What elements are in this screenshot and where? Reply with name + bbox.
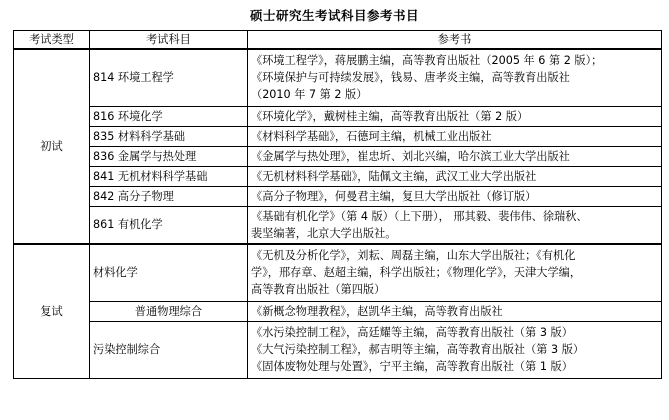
subject-cell: 835 材料科学基础 xyxy=(90,126,248,146)
subject-cell: 861 有机化学 xyxy=(90,206,248,244)
table-row xyxy=(14,166,662,186)
stage-initial: 初试 xyxy=(14,49,90,244)
book-line: 《大气污染控制工程》，郝吉明等主编，高等教育出版社（第 3 版） xyxy=(251,343,585,356)
books-cell xyxy=(248,244,662,301)
subject-cell: 普通物理综合 xyxy=(90,301,248,321)
books-cell xyxy=(248,301,662,321)
book-line: 《水污染控制工程》，高廷耀等主编，高等教育出版社（第 3 版） xyxy=(251,326,573,339)
book-line: 《基础有机化学》（第 4 版）（上下册）， 邢其毅、裴伟伟、徐瑞秋、 xyxy=(251,209,588,223)
book-line: 《固体废物处理与处置》，宁平主编，高等教育出版社（第 1 版） xyxy=(251,360,573,373)
book-line: 裴坚编著，北京大学出版社。 xyxy=(251,226,397,240)
table-row xyxy=(14,106,662,126)
book-line: 《材料科学基础》，石德珂主编，机械工业出版社 xyxy=(251,129,492,143)
table-row xyxy=(14,301,662,321)
table-row xyxy=(14,146,662,166)
table-row xyxy=(14,186,662,206)
book-line: 《金属学与热处理》，崔忠圻、刘北兴编，哈尔滨工业大学出版社 xyxy=(251,149,570,163)
books-cell xyxy=(248,126,662,146)
book-line: 学》，邢存章、赵超主编，科学出版社；《物理化学》，天津大学编， xyxy=(251,266,582,280)
books-cell xyxy=(248,146,662,166)
book-line: （2010 年 7 第 2 版） xyxy=(251,88,368,102)
book-line: 《环境保护与可持续发展》，钱易、唐孝炎主编，高等教育出版社 xyxy=(251,71,570,85)
books-cell xyxy=(248,206,662,244)
table-row xyxy=(14,126,662,146)
books-cell xyxy=(248,186,662,206)
books-cell xyxy=(248,49,662,106)
book-line: 《环境工程学》，蒋展鹏主编，高等教育出版社（2005 年 6 第 2 版）； xyxy=(251,54,603,68)
books-cell xyxy=(248,166,662,186)
book-line: 《无机及分析化学》，刘耘、周磊主编，山东大学出版社；《有机化 xyxy=(251,249,576,263)
books-cell xyxy=(248,321,662,378)
header-reference-books: 参考书 xyxy=(248,31,662,50)
subject-cell: 814 环境工程学 xyxy=(90,49,248,106)
books-cell xyxy=(248,106,662,126)
stage-retest: 复试 xyxy=(14,244,90,378)
table-row xyxy=(14,244,662,301)
book-line: 高等教育出版社（第四版） xyxy=(251,283,386,297)
subject-cell: 836 金属学与热处理 xyxy=(90,146,248,166)
book-line: 《环境化学》，戴树桂主编，高等教育出版社（第 2 版） xyxy=(251,109,529,123)
subject-cell: 816 环境化学 xyxy=(90,106,248,126)
subject-cell: 污染控制综合 xyxy=(90,321,248,378)
table-header-row xyxy=(14,31,662,50)
subject-cell: 842 高分子物理 xyxy=(90,186,248,206)
book-line: 《高分子物理》，何曼君主编，复旦大学出版社（修订版） xyxy=(251,189,537,203)
subject-cell: 841 无机材料科学基础 xyxy=(90,166,248,186)
document-title: 硕士研究生考试科目参考书目 xyxy=(249,8,419,23)
table-row xyxy=(14,206,662,244)
book-line: 《无机材料科学基础》，陆佩文主编，武汉工业大学出版社 xyxy=(251,169,537,183)
table-row xyxy=(14,49,662,106)
reference-book-table xyxy=(13,30,662,379)
subject-cell: 材料化学 xyxy=(90,244,248,301)
header-exam-subject: 考试科目 xyxy=(90,31,248,50)
book-line: 《新概念物理教程》，赵凯华主编，高等教育出版社 xyxy=(251,304,503,318)
table-row xyxy=(14,321,662,378)
header-exam-type: 考试类型 xyxy=(14,31,90,50)
